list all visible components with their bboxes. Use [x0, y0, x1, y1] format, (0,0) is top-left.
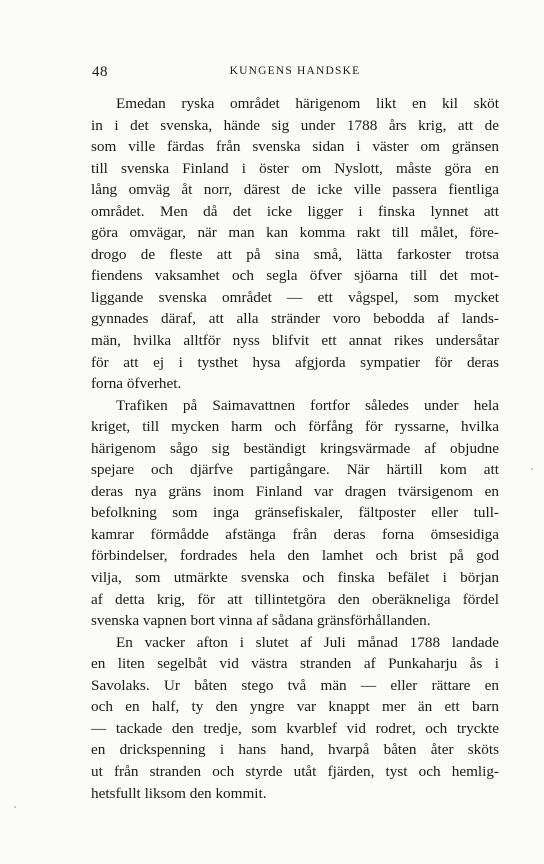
text-line: Emedan ryska området härigenom likt en kil sköt — [116, 95, 499, 112]
text-line: män, hvilka alltför nyss blifvit ett annat rikes undersåtar — [91, 332, 499, 350]
paragraph — [91, 395, 499, 632]
paragraph — [91, 93, 499, 395]
text-line: en drickspenning i hans hand, hvarpå båten åter sköts — [91, 741, 499, 759]
text-line: en liten segelbåt vid västra stranden af Punkaharju ås i — [91, 655, 499, 673]
text-line: Savolaks. Ur båten stego två män — eller rättare en — [91, 676, 499, 694]
text-line: svenska vapnen bort vinna af sådana gränsförhållanden. — [91, 612, 431, 630]
text-line: En vacker afton i slutet af Juli månad 1788 landade — [116, 633, 499, 651]
text-line: som ville färdas från svenska sidan i väster om gränsen — [91, 138, 499, 156]
text-line: för att ej i tysthet hysa afgjorda sympatier för deras — [91, 353, 499, 371]
text-line: fiendens vaksamhet och segla öfver sjöarna till det mot- — [91, 267, 499, 285]
text-line: forna öfverhet. — [91, 375, 182, 393]
body-text — [91, 93, 499, 804]
text-line: Trafiken på Saimavattnen fortfor således under hela — [116, 396, 499, 414]
paper-speck — [531, 468, 533, 470]
text-line: göra omvägar, när man kan komma rakt till målet, före- — [91, 224, 499, 242]
text-line: till svenska Finland i öster om Nyslott, måste göra en — [91, 159, 499, 177]
text-line: lång omväg åt norr, därest de icke ville passera fientliga — [91, 181, 499, 199]
text-line: ut från stranden och styrde utåt fjärden, tyst och hemlig- — [91, 762, 499, 780]
paragraph — [91, 632, 499, 804]
paper-speck — [14, 806, 16, 808]
text-line: — tackade den tredje, som kvarblef vid rodret, och tryckte — [91, 719, 499, 737]
text-line: spejare och djärfve partigångare. När härtill kom att — [91, 461, 499, 479]
text-line: hetsfullt liksom den kommit. — [91, 784, 267, 802]
text-line: in i det svenska, hände sig under 1788 års krig, att de — [91, 116, 499, 134]
text-line: befolkning som inga gränsefiskaler, fältposter eller tull- — [91, 504, 499, 522]
text-line: vilja, som utmärkte svenska och finska befälet i början — [91, 569, 499, 587]
text-line: området. Men då det icke ligger i finska lynnet att — [91, 202, 499, 220]
text-line: kamrar förmådde afstänga från deras forna ömsesidiga — [91, 525, 499, 543]
text-line: af detta krig, för att tillintetgöra den oberäkneliga fördel — [91, 590, 499, 608]
text-line: deras nya gräns inom Finland var dragen tvärsigenom en — [91, 482, 499, 500]
text-line: kriget, till mycken harm och förfång för ryssarne, hvilka — [91, 418, 499, 436]
text-line: liggande svenska området — ett vågspel, som mycket — [91, 288, 499, 306]
page-header — [92, 64, 498, 84]
page-number: 48 — [92, 64, 108, 80]
text-line: och en half, ty den yngre var knappt mer än ett barn — [91, 698, 499, 716]
running-title: KUNGENS HANDSKE — [229, 65, 361, 77]
text-line: förbindelser, fordrades hela den lamhet och brist på god — [91, 547, 499, 565]
text-line: drogo de fleste att på sina små, lätta farkoster trotsa — [91, 245, 499, 263]
text-line: härigenom sågo sig beständigt kringsvärmade af objudne — [91, 439, 499, 457]
text-line: gynnades däraf, att alla stränder voro bebodda af lands- — [91, 310, 499, 328]
